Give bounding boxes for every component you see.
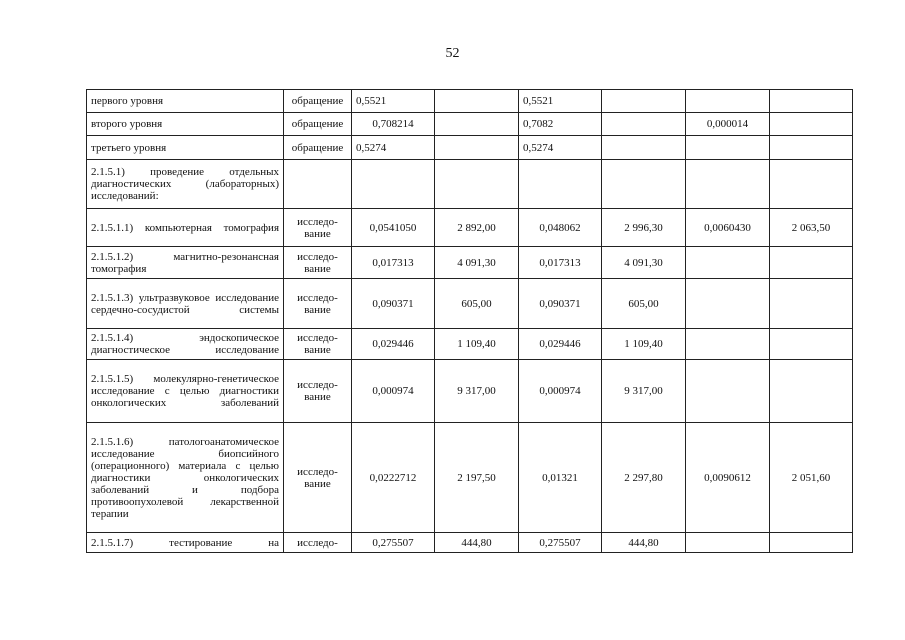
- row-unit: обращение: [284, 136, 352, 160]
- row-value-5: [686, 360, 770, 423]
- row-value-5: 0,0090612: [686, 423, 770, 533]
- row-unit: [284, 160, 352, 209]
- row-value-6: [770, 279, 853, 329]
- row-name: 2.1.5.1.4) эндоскопическое диагностическое исследование: [87, 329, 284, 360]
- row-value-5: [686, 247, 770, 279]
- table-row: [87, 247, 853, 279]
- row-value-5: [686, 90, 770, 113]
- row-value-1: 0,017313: [352, 247, 435, 279]
- row-value-2: 444,80: [435, 533, 519, 553]
- row-value-5: 0,000014: [686, 113, 770, 136]
- row-value-6: [770, 329, 853, 360]
- table-row: [87, 113, 853, 136]
- row-value-1: 0,0541050: [352, 209, 435, 247]
- row-unit: исследо-вание: [284, 247, 352, 279]
- row-name: 2.1.5.1) проведение отдельных диагностических (лабораторных) исследований:: [87, 160, 284, 209]
- row-value-6: 2 063,50: [770, 209, 853, 247]
- row-unit: исследо-: [284, 533, 352, 553]
- row-unit: исследо-вание: [284, 329, 352, 360]
- row-value-2: 1 109,40: [435, 329, 519, 360]
- row-value-1: 0,5274: [352, 136, 435, 160]
- row-value-2: [435, 160, 519, 209]
- row-unit: исследо-вание: [284, 360, 352, 423]
- row-value-4: 605,00: [602, 279, 686, 329]
- row-value-6: [770, 360, 853, 423]
- row-value-2: 2 197,50: [435, 423, 519, 533]
- row-value-1: 0,275507: [352, 533, 435, 553]
- row-value-4: 444,80: [602, 533, 686, 553]
- row-unit: исследо-вание: [284, 209, 352, 247]
- table-row: [87, 329, 853, 360]
- row-value-5: [686, 329, 770, 360]
- row-value-5: [686, 160, 770, 209]
- row-value-2: 4 091,30: [435, 247, 519, 279]
- row-name: третьего уровня: [87, 136, 284, 160]
- row-name: 2.1.5.1.2) магнитно-резонансная томография: [87, 247, 284, 279]
- row-value-2: [435, 113, 519, 136]
- row-value-3: 0,017313: [519, 247, 602, 279]
- row-value-4: [602, 160, 686, 209]
- row-value-4: [602, 90, 686, 113]
- row-value-4: [602, 113, 686, 136]
- row-value-4: 2 297,80: [602, 423, 686, 533]
- row-value-1: 0,708214: [352, 113, 435, 136]
- row-value-4: [602, 136, 686, 160]
- row-value-1: 0,0222712: [352, 423, 435, 533]
- table-row: [87, 160, 853, 209]
- row-value-4: 4 091,30: [602, 247, 686, 279]
- row-value-6: [770, 90, 853, 113]
- row-name: 2.1.5.1.7) тестирование на: [87, 533, 284, 553]
- table-row: [87, 136, 853, 160]
- row-unit: обращение: [284, 113, 352, 136]
- row-value-3: 0,5521: [519, 90, 602, 113]
- row-unit: исследо-вание: [284, 279, 352, 329]
- row-value-3: 0,000974: [519, 360, 602, 423]
- row-unit: исследо-вание: [284, 423, 352, 533]
- row-value-1: 0,090371: [352, 279, 435, 329]
- row-value-5: [686, 136, 770, 160]
- row-unit: обращение: [284, 90, 352, 113]
- row-value-1: 0,029446: [352, 329, 435, 360]
- row-value-5: [686, 279, 770, 329]
- table-row: [87, 279, 853, 329]
- row-value-3: 0,275507: [519, 533, 602, 553]
- row-value-6: [770, 113, 853, 136]
- row-value-1: 0,000974: [352, 360, 435, 423]
- table-row: [87, 423, 853, 533]
- row-value-4: 2 996,30: [602, 209, 686, 247]
- row-name: 2.1.5.1.6) патологоанатомическое исследование биопсийного (операционного) материала с целью диагностики онкологических заболеваний и подбора противоопухолевой лекарственной терапии: [87, 423, 284, 533]
- table-row: [87, 533, 853, 553]
- table-row: [87, 209, 853, 247]
- row-name: 2.1.5.1.1) компьютерная томография: [87, 209, 284, 247]
- row-value-2: [435, 136, 519, 160]
- row-value-6: 2 051,60: [770, 423, 853, 533]
- row-value-5: [686, 533, 770, 553]
- row-value-6: [770, 136, 853, 160]
- row-name: первого уровня: [87, 90, 284, 113]
- row-value-3: 0,01321: [519, 423, 602, 533]
- row-value-2: 2 892,00: [435, 209, 519, 247]
- table-row: [87, 360, 853, 423]
- row-value-1: 0,5521: [352, 90, 435, 113]
- row-value-6: [770, 533, 853, 553]
- row-value-5: 0,0060430: [686, 209, 770, 247]
- row-value-2: [435, 90, 519, 113]
- row-value-4: 9 317,00: [602, 360, 686, 423]
- row-value-3: 0,029446: [519, 329, 602, 360]
- row-value-3: 0,7082: [519, 113, 602, 136]
- row-name: 2.1.5.1.5) молекулярно-генетическое исследование с целью диагностики онкологических заболеваний: [87, 360, 284, 423]
- row-value-2: 605,00: [435, 279, 519, 329]
- row-name: 2.1.5.1.3) ультразвуковое исследование сердечно-сосудистой системы: [87, 279, 284, 329]
- row-value-3: [519, 160, 602, 209]
- row-value-6: [770, 247, 853, 279]
- row-name: второго уровня: [87, 113, 284, 136]
- row-value-4: 1 109,40: [602, 329, 686, 360]
- row-value-2: 9 317,00: [435, 360, 519, 423]
- row-value-3: 0,048062: [519, 209, 602, 247]
- tariff-table: [86, 89, 853, 553]
- row-value-3: 0,090371: [519, 279, 602, 329]
- row-value-6: [770, 160, 853, 209]
- page-number: 52: [445, 46, 460, 61]
- row-value-3: 0,5274: [519, 136, 602, 160]
- row-value-1: [352, 160, 435, 209]
- table-row: [87, 90, 853, 113]
